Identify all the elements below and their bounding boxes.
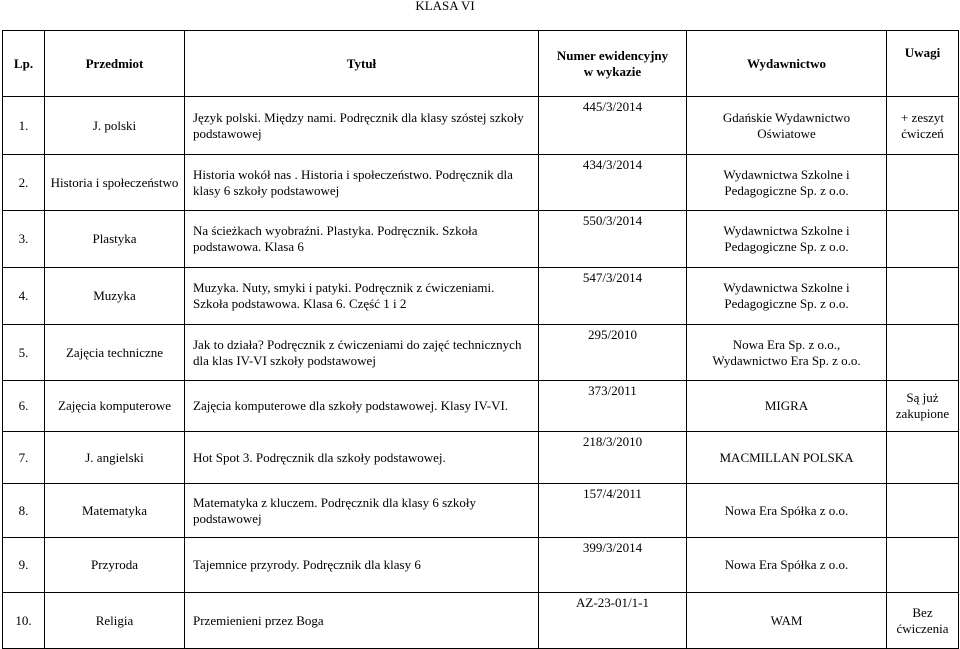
cell-subject: Plastyka — [45, 211, 185, 268]
cell-title-line: dla klas IV-VI szkoły podstawowej — [193, 352, 376, 368]
cell-title-line: podstawowej — [193, 125, 262, 141]
cell-publisher-line: Wydawnictwa Szkolne i — [723, 166, 850, 182]
cell-subject: Matematyka — [45, 484, 185, 538]
table-row — [3, 268, 959, 325]
cell-title-line: Zajęcia komputerowe dla szkoły podstawowej. Klasy IV-VI. — [193, 398, 509, 413]
table-row — [3, 593, 959, 649]
table-body — [3, 97, 959, 649]
cell-publisher-line: Wydawnictwa Szkolne i — [723, 280, 850, 295]
cell-notes — [887, 211, 959, 268]
cell-title — [185, 325, 539, 381]
cell-subject: Przyroda — [45, 538, 185, 593]
cell-notes-line: ćwiczeń — [901, 125, 944, 141]
cell-subject: J. angielski — [45, 432, 185, 484]
cell-notes-line: + zeszyt — [900, 109, 945, 125]
header-title: Tytuł — [185, 31, 539, 97]
cell-title — [185, 381, 539, 432]
cell-title-line: Na ścieżkach wyobraźni. Plastyka. Podręcznik. Szkoła — [193, 223, 478, 238]
cell-publisher-line: Wydawnictwa Szkolne i — [723, 223, 850, 238]
header-number — [539, 31, 687, 97]
cell-title-line: Hot Spot 3. Podręcznik dla szkoły podstawowej. — [193, 449, 446, 465]
cell-title-line: klasy 6 szkoły podstawowej — [193, 182, 340, 198]
cell-notes-line: zakupione — [895, 406, 950, 421]
header-notes: Uwagi — [887, 31, 959, 97]
cell-number: 399/3/2014 — [539, 538, 687, 593]
cell-title — [185, 432, 539, 484]
cell-title-line: podstawowej — [193, 510, 262, 526]
cell-notes — [887, 432, 959, 484]
table-row — [3, 538, 959, 593]
cell-title-line: Język polski. Między nami. Podręcznik dla klasy szóstej szkoły — [193, 109, 524, 125]
cell-publisher-line: Pedagogiczne Sp. z o.o. — [724, 296, 849, 311]
cell-subject: Zajęcia komputerowe — [45, 381, 185, 432]
cell-subject: J. polski — [45, 97, 185, 155]
cell-notes — [887, 593, 959, 649]
cell-number: 373/2011 — [539, 381, 687, 432]
cell-title — [185, 538, 539, 593]
cell-title — [185, 268, 539, 325]
cell-publisher — [687, 268, 887, 325]
cell-publisher-line: Nowa Era Spółka z o.o. — [724, 502, 849, 518]
cell-number: 218/3/2010 — [539, 432, 687, 484]
cell-subject: Zajęcia techniczne — [45, 325, 185, 381]
header-number-line2: w wykazie — [583, 63, 642, 79]
cell-number: 434/3/2014 — [539, 155, 687, 211]
cell-lp: 1. — [3, 97, 45, 155]
cell-notes — [887, 97, 959, 155]
cell-title-line: Szkoła podstawowa. Klasa 6. Część 1 i 2 — [193, 296, 407, 311]
cell-number: 157/4/2011 — [539, 484, 687, 538]
table-row — [3, 155, 959, 211]
cell-lp: 10. — [3, 593, 45, 649]
cell-publisher-line: Wydawnictwo Era Sp. z o.o. — [712, 352, 861, 368]
cell-notes — [887, 538, 959, 593]
cell-publisher-line: Pedagogiczne Sp. z o.o. — [724, 182, 849, 198]
cell-title-line: Muzyka. Nuty, smyki i patyki. Podręcznik z ćwiczeniami. — [193, 280, 495, 295]
cell-notes-line: Są już — [906, 390, 939, 405]
cell-lp: 4. — [3, 268, 45, 325]
cell-lp: 7. — [3, 432, 45, 484]
cell-title — [185, 97, 539, 155]
cell-title — [185, 484, 539, 538]
textbook-table — [2, 30, 959, 649]
cell-lp: 9. — [3, 538, 45, 593]
cell-title — [185, 211, 539, 268]
cell-number: 547/3/2014 — [539, 268, 687, 325]
cell-publisher-line: Nowa Era Sp. z o.o., — [732, 336, 841, 352]
cell-title-line: podstawowa. Klasa 6 — [193, 239, 304, 254]
cell-lp: 5. — [3, 325, 45, 381]
cell-publisher — [687, 538, 887, 593]
cell-lp: 3. — [3, 211, 45, 268]
cell-number: 295/2010 — [539, 325, 687, 381]
cell-publisher — [687, 381, 887, 432]
cell-publisher — [687, 593, 887, 649]
cell-publisher-line: Oświatowe — [757, 125, 816, 141]
cell-title-line: Matematyka z kluczem. Podręcznik dla klasy 6 szkoły — [193, 494, 477, 510]
cell-subject: Historia i społeczeństwo — [45, 155, 185, 211]
cell-publisher-line: Nowa Era Spółka z o.o. — [724, 557, 849, 572]
cell-title — [185, 593, 539, 649]
table-row — [3, 325, 959, 381]
cell-subject: Muzyka — [45, 268, 185, 325]
table-row — [3, 211, 959, 268]
cell-publisher-line: MIGRA — [764, 398, 809, 413]
cell-number: 445/3/2014 — [539, 97, 687, 155]
cell-publisher-line: WAM — [770, 612, 803, 628]
cell-publisher — [687, 484, 887, 538]
cell-title-line: Tajemnice przyrody. Podręcznik dla klasy 6 — [193, 557, 421, 572]
cell-title-line: Przemienieni przez Boga — [193, 612, 324, 628]
cell-title-line: Historia wokół nas . Historia i społeczeństwo. Podręcznik dla — [193, 166, 513, 182]
cell-notes — [887, 381, 959, 432]
table-row — [3, 97, 959, 155]
cell-publisher — [687, 211, 887, 268]
cell-number: AZ-23-01/1-1 — [539, 593, 687, 649]
cell-number: 550/3/2014 — [539, 211, 687, 268]
cell-lp: 6. — [3, 381, 45, 432]
cell-publisher — [687, 432, 887, 484]
header-lp: Lp. — [3, 31, 45, 97]
cell-notes — [887, 155, 959, 211]
table-row — [3, 381, 959, 432]
cell-publisher — [687, 97, 887, 155]
header-number-line1: Numer ewidencyjny — [556, 47, 669, 63]
table-row — [3, 484, 959, 538]
cell-notes-line: Bez ćwiczenia — [896, 604, 949, 636]
header-publisher: Wydawnictwo — [687, 31, 887, 97]
header-row — [3, 31, 959, 97]
cell-subject: Religia — [45, 593, 185, 649]
cell-publisher — [687, 325, 887, 381]
cell-lp: 2. — [3, 155, 45, 211]
cell-publisher-line: Gdańskie Wydawnictwo — [722, 109, 851, 125]
header-subject: Przedmiot — [45, 31, 185, 97]
cell-publisher-line: Pedagogiczne Sp. z o.o. — [724, 239, 849, 254]
table-row — [3, 432, 959, 484]
cell-notes — [887, 268, 959, 325]
cell-lp: 8. — [3, 484, 45, 538]
cell-title — [185, 155, 539, 211]
cell-title-line: Jak to działa? Podręcznik z ćwiczeniami do zajęć technicznych — [193, 336, 522, 352]
cell-notes — [887, 484, 959, 538]
cell-notes — [887, 325, 959, 381]
cell-publisher-line: MACMILLAN POLSKA — [719, 449, 854, 465]
cell-publisher — [687, 155, 887, 211]
page-title: KLASA VI — [415, 0, 475, 13]
